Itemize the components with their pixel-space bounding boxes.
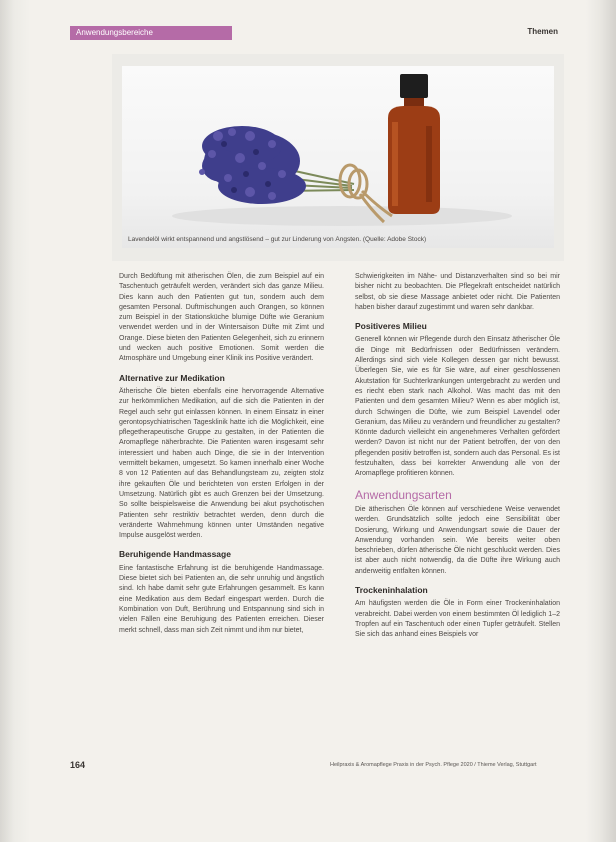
left-column: [119, 272, 324, 640]
meditation-paragraph: Ätherische Öle bieten ebenfalls eine hervorragende Alternative zur herkömmlichen Medikation, auf die sich die Patienten in der Regel auch sehr gut einlassen können. In einem Einsatz in einer gerontopsychiatrischen Tagesklinik hatte ich die Möglichkeit, eine pflegetherapeutische Gruppe zu gestalten, in der Patienten die Aromapflege näherbrachte. Die Patienten waren insgesamt sehr interessiert und haben auch Dinge, die sie in der Intervention vermittelt bekamen, umgesetzt. So kamen innerhalb einer Woche 8 von 12 Patienten auf das Behandlungsteam zu, zeigten stolz ihre gekauften Öle und berichteten von ersten Erfolgen in der Umsetzung. Natürlich gibt es auch Grenzen bei der Umsetzung. So sollte beispielsweise die Anwendung bei akut psychotischen Patienten sehr restriktiv betrachtet werden, denn durch die veränderte Wahrnehmung können unter Umständen negative Impulse ausgelöst werden.: [119, 387, 324, 540]
application-paragraph: Die ätherischen Öle können auf verschiedene Weise verwendet werden. Grundsätzlich sollte jedoch eine Sensibilität über Dosierung, Wirkung und Anwendungsart sowie die Dauer der Anwendung vorhanden sein. Wie bereits weiter oben beschrieben, dürfen ätherische Öle nicht geschluckt werden. Dies ist aber auch nicht notwendig, da die Düfte ihre Wirkung auch anderweitig entfalten können.: [355, 505, 560, 575]
bottle-cap: [400, 74, 428, 98]
left-intro-paragraph: Durch Bedüftung mit ätherischen Ölen, die zum Beispiel auf ein Taschentuch geträufelt werden, verändert sich das ganze Milieu. Dies kann auch den Patienten gut tun, sondern auch dem gesamten Personal. Duftmischungen auch Orangen, so können zum Beispiel in der Stationsküche blumige Düfte wie Geranium verwendet werden und in der Wintersaison Düfte mit Zimt und Orange. Diese bieten den Patienten Gelegenheit, sich zu erinnern und wecken auch positive Emotionen. Somit werden die Atmosphäre und Umgebung einer Klinik ins Positive verändert.: [119, 273, 324, 363]
heading-application: Anwendungsarten: [355, 487, 452, 502]
figure-caption: Lavendelöl wirkt entspannend und angstlösend – gut zur Linderung von Ängsten. (Quelle: Adobe Stock): [128, 236, 427, 243]
lavender-oil-photo: [122, 66, 554, 248]
inhalation-paragraph: Am häufigsten werden die Öle in Form einer Trockeninhalation verabreicht. Dabei werden von einem bestimmten Öl lediglich 1–2 Tropfen auf ein Taschentuch oder einen Tupfer geträufelt. Stellen Sie sich das anhand eines Beispiels vor: [355, 600, 560, 639]
section-label: Anwendungsbereiche: [70, 26, 232, 40]
lavender-oil-illustration: [122, 66, 554, 248]
milieu-paragraph: Generell können wir Pflegende durch den Einsatz ätherischer Öle die Dinge mit Bedürfnissen oder Bedürfnissen verändern. Allerdings sind sich viele Kollegen dessen gar nicht bewusst. Überlegen Sie, wie es für Sie wäre, auf einer geschlossenen Akutstation für Suchterkrankungen untergebracht zu werden und es riecht eben stark nach Alkohol. Was macht das mit den Patienten und dem gesamten Milieu? Wenn es aber möglich ist, durch Schwingen die Düfte, wie zum Beispiel Lavendel oder Geranium, das Milieu zu verändern und freundlicher zu gestalten? Könnte dadurch vielleicht ein angenehmeres Verhalten gefördert werden? Davon ist nicht nur der Patient betroffen, der von den pflegenden positiv betroffen ist, sondern auch das Personal. Es ist festzuhalten, dass bei korrekter Anwendung alle von der Aromapflege profitieren können.: [355, 336, 560, 478]
footer-reference: Heilpraxis & Aromapflege Praxis in der Psych. Pflege 2020 / Thieme Verlag, Stuttgart: [330, 762, 537, 768]
heading-meditation: Alternative zur Medikation: [119, 372, 225, 383]
massage-paragraph: Eine fantastische Erfahrung ist die beruhigende Handmassage. Diese bietet sich bei Patienten an, die sehr unruhig und ängstlich sind. Ich habe damit sehr gute Erfahrungen gesammelt. Es kann eine Medikation aus dem Bedarf eingespart werden. Durch die Kombination von Duft, Berührung und Entspannung sind sich in vielen Fällen eine Beruhigung des Patienten erreichen. Dieser merkt schnell, dass man sich Zeit nimmt und ihm nur bietet,: [119, 564, 324, 634]
right-intro-paragraph: Schwierigkeiten im Nähe- und Distanzverhalten sind so bei mir bisher nicht zu beobachten. Die Pflegekraft entscheidet natürlich selbst, ob sie diese Massage anbietet oder nicht. Die Patienten haben bisher darauf zugestimmt und waren sehr dankbar.: [355, 273, 560, 311]
chapter-label: Themen: [527, 27, 558, 36]
figure: [112, 54, 564, 261]
heading-inhalation: Trockeninhalation: [355, 585, 428, 596]
heading-massage: Beruhigende Handmassage: [119, 549, 231, 560]
page-number: 164: [70, 760, 86, 770]
heading-milieu: Positiveres Milieu: [355, 321, 427, 332]
right-column: [355, 272, 560, 645]
